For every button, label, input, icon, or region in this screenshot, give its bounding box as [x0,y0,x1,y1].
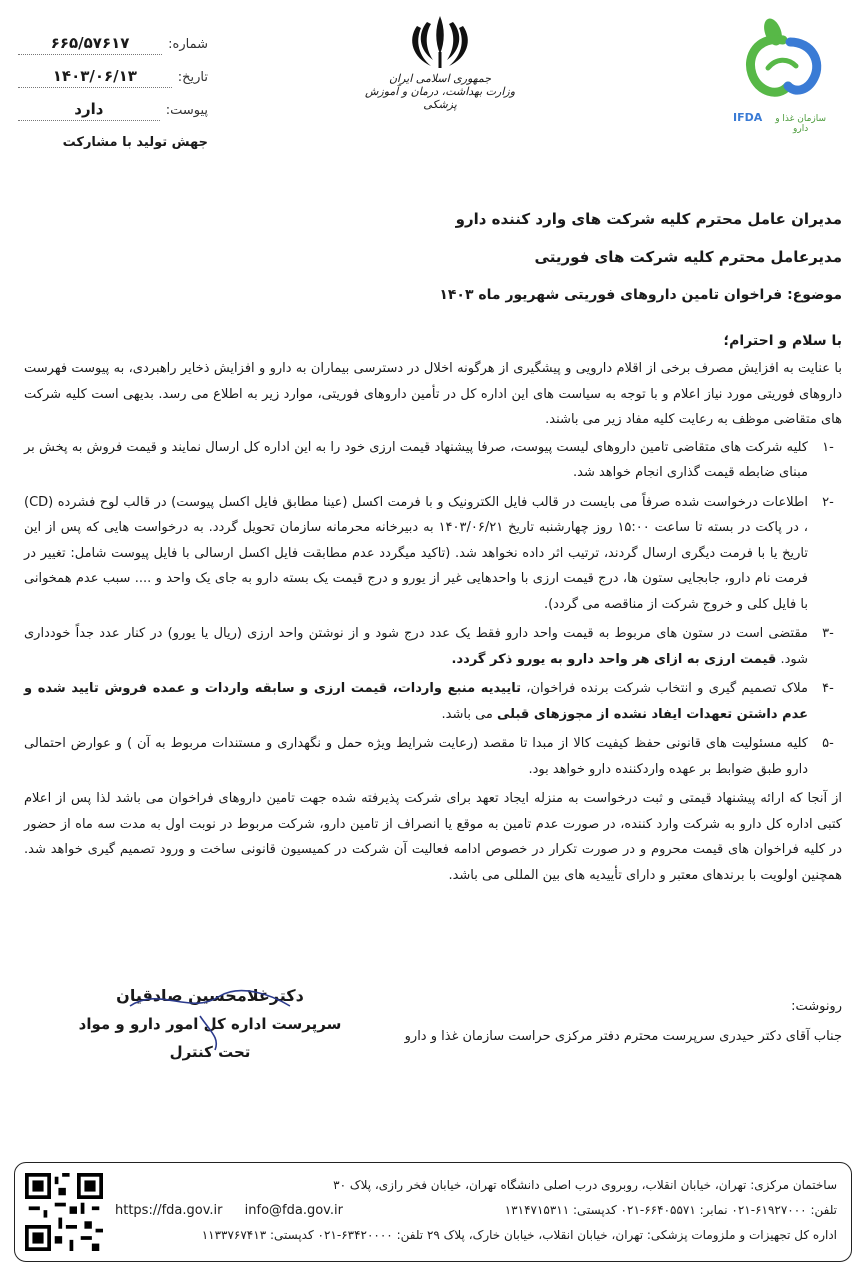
signature-scribble [120,976,300,1056]
list-item [24,731,842,782]
item-text: کلیه شرکت های متقاضی تامین داروهای لیست پیوست، صرفا پیشنهاد قیمت ارزی خود را به این اداره کل ارسال نمایند و قیمت فروش به پخش بر مبنای ضابطه قیمت گذاری انجام خواهد شد. [24,439,808,480]
list-item [24,490,842,618]
footer-box [14,1162,852,1262]
closing-paragraph: از آنجا که ارائه پیشنهاد قیمتی و ثبت درخواست به منزله ایجاد تعهد برای شرکت پذیرفته شده جهت تامین داروهای فراخوان می باشد لذا پس از اعلام کتبی اداره کل دارو به شرکت وارد کننده، در صورت عدم تامین به موقع یا انصراف از تامین دارو، شرکت مربوط در نوبت اول به مدت سه ماه از حضور در کلیه فراخوان های قیمت محروم و در صورت تکرار در خصوص ادامه فعالیت آن شرکت در کمیسیون قانونی ساخت و ورود تصمیم گیری خواهد شد. همچنین اولویت با برندهای معتبر و دارای تأییدیه های بین المللی می باشد. [24,791,842,883]
cc-block [362,992,842,1052]
item-number: -۳ [822,626,834,641]
emblem-line1: جمهوری اسلامی ایران [388,72,492,85]
footer-contact [115,1173,837,1248]
item-text: مقتضی است در ستون های مربوط به قیمت واحد دارو فقط یک عدد درج شود و از نوشتن واحد ارزی (ریال یا یورو) در کنار عدد جداً خودداری شود. قیمت ارزی به ازای هر واحد دارو به یورو ذکر گردد. [24,626,808,667]
ifda-logo-icon [738,12,828,107]
item-number: -۲ [822,494,834,510]
footer-phones: تلفن: ۶۱۹۲۷۰۰۰-۰۲۱ نمابر: ۶۶۴۰۵۵۷۱-۰۲۱ کدپستی: ۱۳۱۴۷۱۵۳۱۱ [504,1203,837,1217]
list-item [24,621,842,672]
list-item [24,676,842,727]
qr-code-icon [25,1173,103,1251]
item-number: -۴ [822,681,834,696]
item-text: کلیه مسئولیت های قانونی حفظ کیفیت کالا از مبدا تا مقصد (رعایت شرایط ویژه حمل و نگهداری و مستندات مربوط به آن ) و عوارض احتمالی دارو طبق ضوابط بر عهده واردکننده دارو خواهد بود. [24,736,808,777]
footer-email-link[interactable]: info@fda.gov.ir [244,1203,343,1218]
item-number: -۵ [822,736,834,751]
org-name: سازمان غذا و دارو [775,114,827,134]
slogan: جهش تولید با مشارکت [62,135,208,150]
iran-emblem [360,12,520,111]
attachment-label: پیوست: [165,103,208,118]
signatory-title: سرپرست اداره کل امور دارو و مواد تحت کنترل [78,1015,342,1061]
intro-paragraph: با عنایت به افزایش مصرف برخی از اقلام دارویی و پیشگیری از هرگونه اخلال در دسترسی بیماران به دارو و افزایش ذخایر راهبردی، به پیوست فهرست داروهای فوریتی مورد نیاز اعلام و با توجه به سیاست های این اداره کل در تأمین داروهای فوریتی، موارد زیر به اطلاع می رسد. بدیهی است کلیه شرکت های متقاضی موظف به رعایت کلیه مفاد زیر می باشند. [24,361,842,427]
items-list [24,435,842,783]
org-abbr: IFDA [733,111,763,124]
item-emphasis: تاییدیه منبع واردات، قیمت ارزی و سابقه واردات و عمده فروش تایید شده و عدم داشتن تعهدات ایفاد نشده از مجوزهای قبلی [24,681,808,722]
addressee-1: مدیران عامل محترم کلیه شرکت های وارد کننده دارو [455,210,842,228]
item-text: اطلاعات درخواست شده صرفاً می بایست در قالب فایل الکترونیک و با فرمت اکسل (عینا مطابق فایل اکسل پیوست) در قالب لوح فشرده (CD) ، در پاکت در بسته تا ساعت ۱۵:۰۰ روز چهارشنبه تاریخ ۱۴۰۳/۰۶/۲۱ به دبیرخانه محرمانه سازمان تحویل گردد. به درخواست هایی که پس از این تاریخ یا با فرمت دیگری ارسال گردند، ترتیب اثر داده نخواهد شد. (تاکید میگردد عدم مطابقت فایل اکسل ارسالی با فایل پیوست شامل: تغییر در فرمت نام دارو، جابجایی ستون ها، درج قیمت ارزی با واحدهایی غیر از یورو و درج قیمت یک بسته دارو به جای یک واحد و .... سبب عدم همخوانی با فایل کلی و خروج شرکت از مناقصه می گردد). [24,494,808,612]
iran-emblem-icon [405,12,475,72]
footer-address: ساختمان مرکزی: تهران، خیابان انقلاب، روبروی درب اصلی دانشگاه تهران، خیابان فخر رازی، پلاک ۳۰ [333,1178,837,1192]
number-label: شماره: [168,37,208,52]
signature-block [60,982,360,1066]
number-value: ۶۶۵/۵۷۶۱۷ [18,34,162,55]
addressee-2: مدیرعامل محترم کلیه شرکت های فوریتی [534,248,842,266]
subject-line: موضوع: فراخوان تامین داروهای فوریتی شهریور ماه ۱۴۰۳ [439,287,842,303]
footer-website-link[interactable]: https://fda.gov.ir [115,1203,223,1218]
number-row [18,34,208,67]
date-value: ۱۴۰۳/۰۶/۱۳ [18,67,172,88]
item-emphasis: قیمت ارزی به ازای هر واحد دارو به یورو ذکر گردد. [451,651,777,667]
attachment-value: دارد [18,100,160,121]
list-item [24,435,842,486]
emblem-line2: وزارت بهداشت، درمان و آموزش پزشکی [364,85,516,111]
letter-metadata [18,34,208,150]
signatory-name: دکترغلامحسین صادقیان [116,986,304,1005]
ifda-logo [733,12,833,134]
cc-line: جناب آقای دکتر حیدری سرپرست محترم دفتر مرکزی حراست سازمان غذا و دارو [404,1029,842,1044]
letter-body [24,200,842,888]
item-text: ملاک تصمیم گیری و انتخاب شرکت برنده فراخوان، تاییدیه منبع واردات، قیمت ارزی و سابقه واردات و عمده فروش تایید شده و عدم داشتن تعهدات ایفاد نشده از مجوزهای قبلی می باشد. [24,681,808,722]
item-number: -۱ [822,439,834,455]
date-label: تاریخ: [177,70,208,85]
date-row [18,67,208,100]
greeting: با سلام و احترام؛ [723,333,842,349]
cc-label: رونوشت: [791,999,842,1014]
attachment-row [18,100,208,133]
footer-dept-address: اداره کل تجهیزات و ملزومات پزشکی: تهران، خیابان انقلاب، خیابان خارک، پلاک ۲۹ تلفن: ۶۳۴۲۰۰۰۰-۰۲۱ کدپستی: ۱۱۳۳۷۶۷۴۱۳ [201,1228,837,1242]
